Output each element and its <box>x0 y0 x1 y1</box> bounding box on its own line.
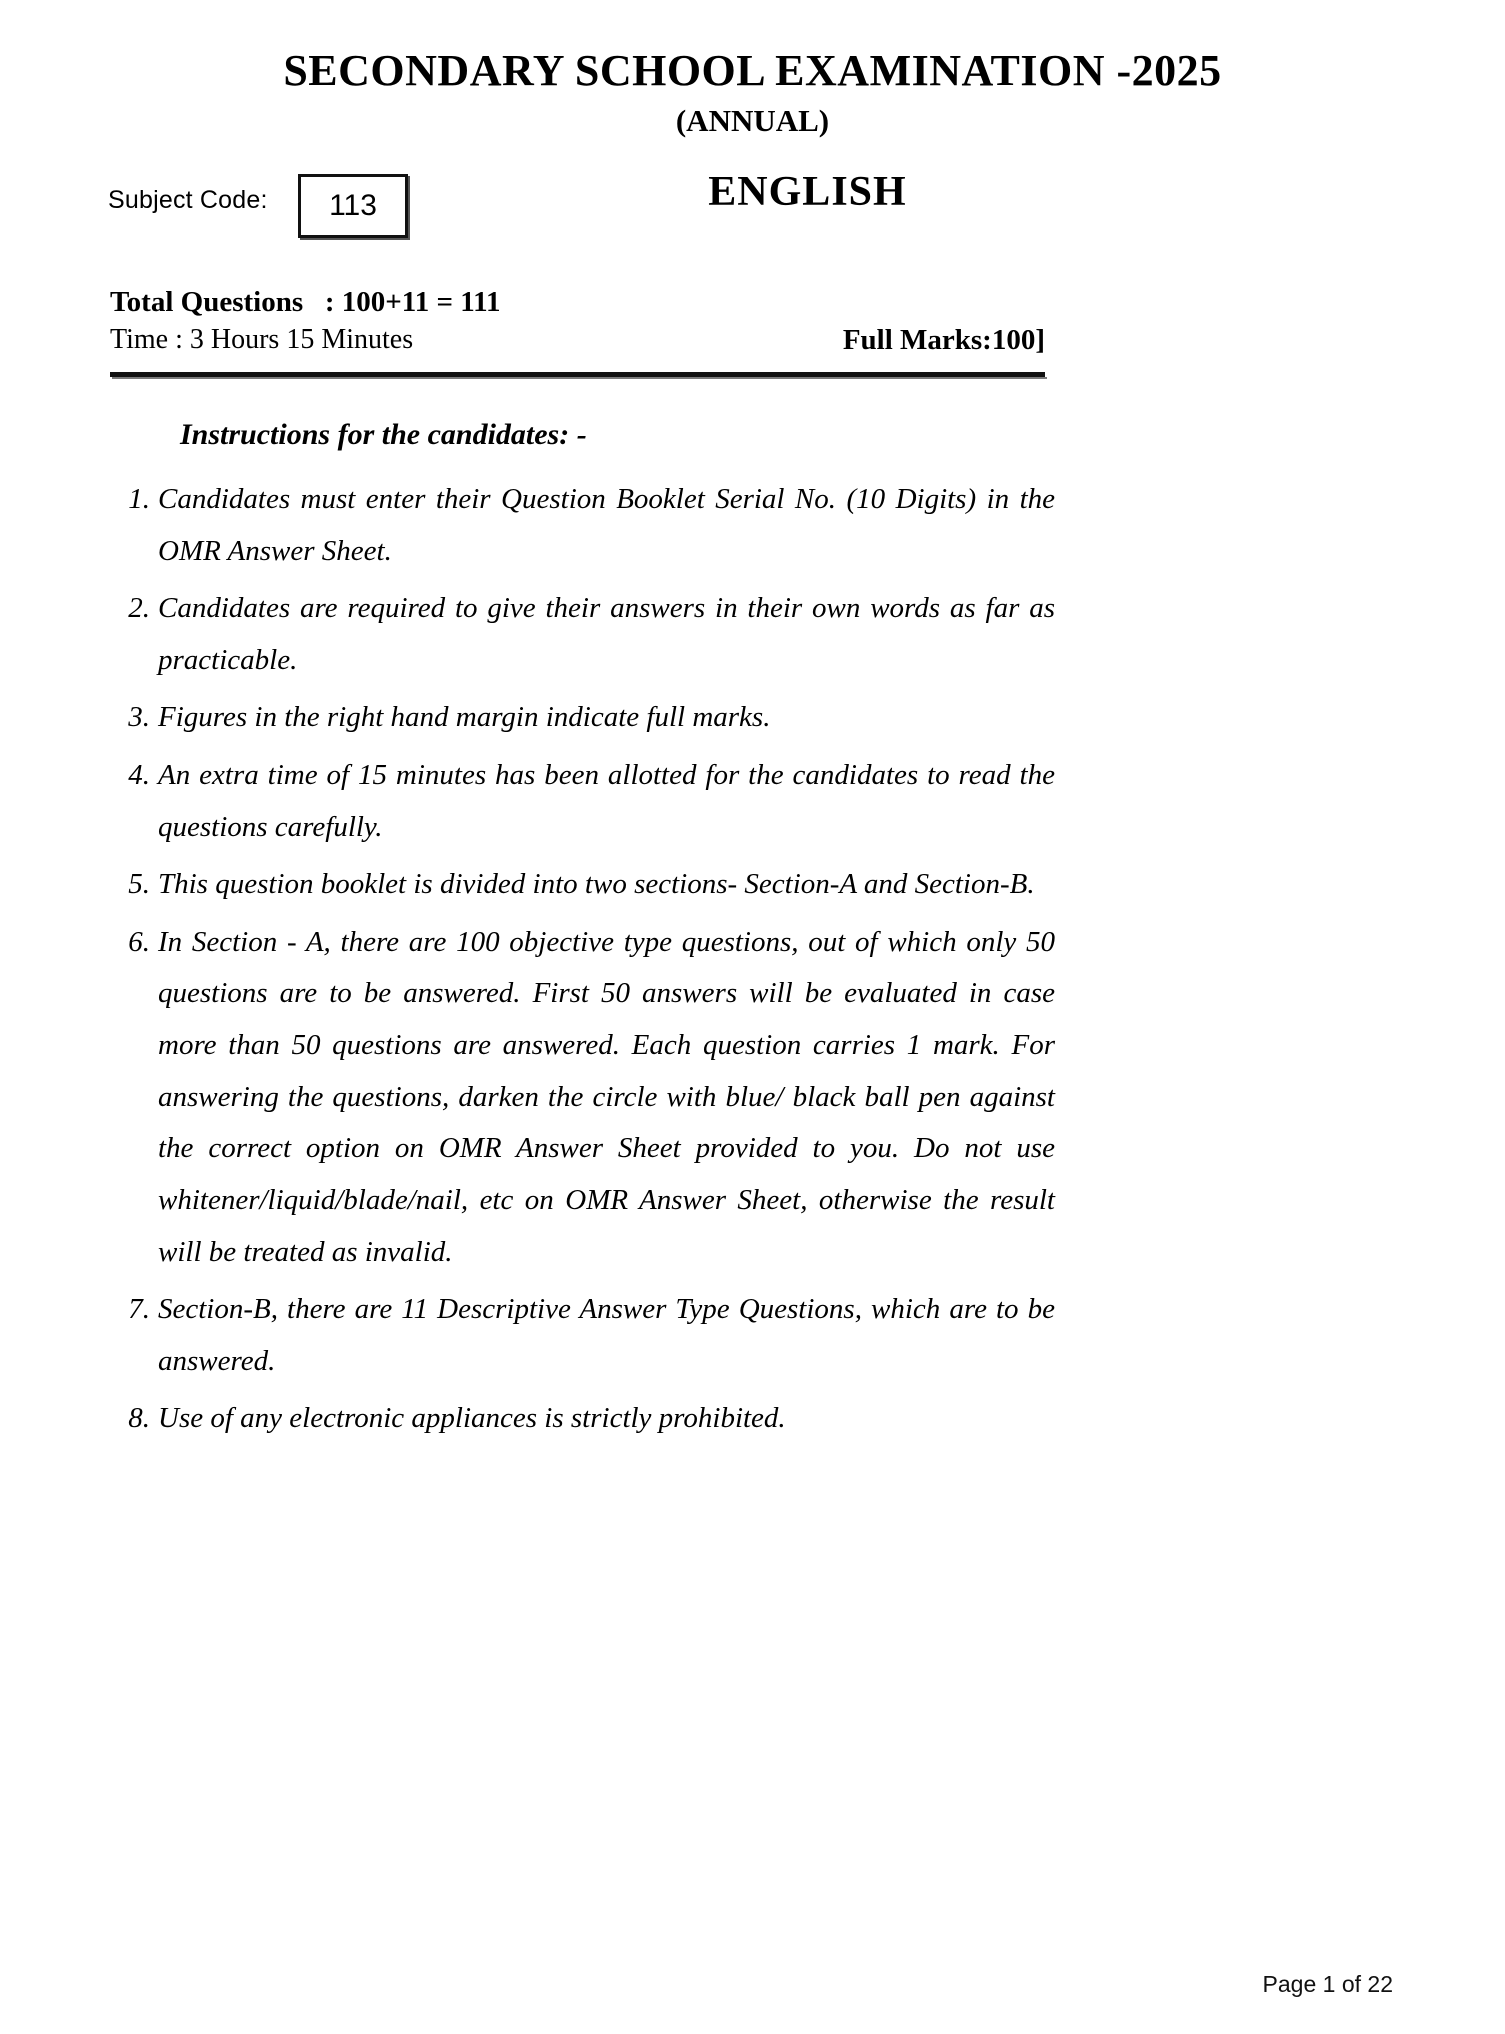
document-header <box>0 48 1505 139</box>
list-item-number: 7. <box>128 1293 150 1326</box>
page-footer: Page 1 of 22 <box>1262 1971 1393 1997</box>
list-item <box>110 859 1055 911</box>
list-item-number: 3. <box>128 701 150 734</box>
page-title: SECONDARY SCHOOL EXAMINATION -2025 <box>283 46 1222 95</box>
list-item <box>110 917 1055 1278</box>
list-item-text: Use of any electronic appliances is strictly prohibited. <box>158 1402 786 1435</box>
list-item-text: An extra time of 15 minutes has been allotted for the candidates to read the questions carefully. <box>158 759 1055 843</box>
list-item <box>110 474 1055 577</box>
header-divider-shadow <box>112 377 1047 379</box>
list-item-text: Section-B, there are 11 Descriptive Answer Type Questions, which are to be answered. <box>158 1293 1055 1377</box>
list-item <box>110 1284 1055 1387</box>
list-item-text: In Section - A, there are 100 objective type questions, out of which only 50 questions are to be answered. First 50 answers will be evaluated in case more than 50 questions are answered. Each question carries 1 mark. For answering the questions, darken the circle with blue/ black ball pen against the correct option on OMR Answer Sheet provided to you. Do not use whitener/liquid/blade/nail, etc on OMR Answer Sheet, otherwise the result will be treated as invalid. <box>158 925 1055 1268</box>
instructions-list <box>110 474 1055 1445</box>
subject-name: ENGLISH <box>708 169 907 215</box>
list-item-number: 8. <box>128 1402 150 1435</box>
exam-subtitle: (ANNUAL) <box>675 103 830 139</box>
list-item-number: 2. <box>128 592 150 625</box>
instructions-heading: Instructions for the candidates: - <box>180 418 587 451</box>
exam-time-text: Time : 3 Hours 15 Minutes <box>110 324 414 355</box>
exam-meta-block <box>0 286 1505 376</box>
list-item <box>110 583 1055 686</box>
list-item <box>110 750 1055 853</box>
total-questions-text: Total Questions : 100+11 = 111 <box>110 286 501 318</box>
list-item-text: Figures in the right hand margin indicate full marks. <box>158 701 771 734</box>
list-item-text: Candidates must enter their Question Booklet Serial No. (10 Digits) in the OMR Answer Sheet. <box>158 483 1055 567</box>
list-item-number: 5. <box>128 868 150 901</box>
list-item-number: 4. <box>128 759 150 792</box>
subject-code-label: Subject Code: <box>108 186 268 214</box>
list-item-text: This question booklet is divided into two sections- Section-A and Section-B. <box>158 868 1035 901</box>
subject-row <box>0 168 1505 248</box>
subject-code-value: 113 <box>329 189 377 222</box>
list-item <box>110 1393 1055 1445</box>
full-marks-text: Full Marks:100] <box>842 324 1045 356</box>
list-item <box>110 692 1055 744</box>
instructions-section <box>110 418 1055 1451</box>
list-item-number: 1. <box>128 483 150 515</box>
list-item-text: Candidates are required to give their answers in their own words as far as practicable. <box>158 592 1055 676</box>
list-item-number: 6. <box>128 925 150 958</box>
